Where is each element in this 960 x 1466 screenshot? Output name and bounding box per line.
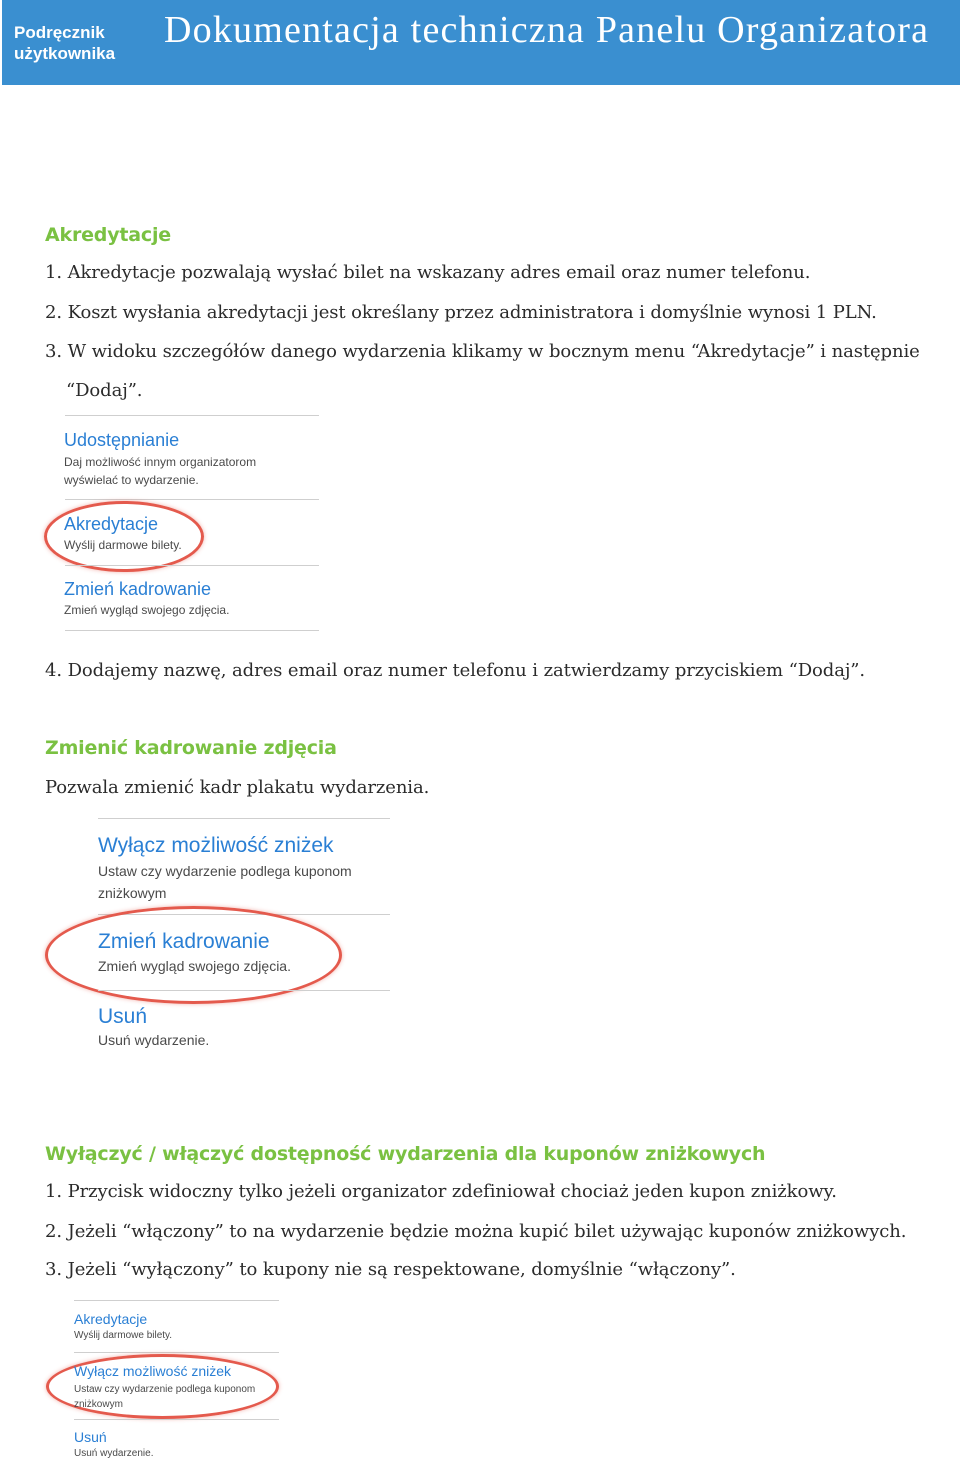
menu-item-desc: Wyślij darmowe bilety. xyxy=(74,1330,173,1341)
akredytacje-line-2: 2. Koszt wysłania akredytacji jest określany przez administratora i domyślnie wynosi 1 PLN. xyxy=(45,302,877,323)
menu-divider xyxy=(65,415,319,416)
kupony-line-2: 2. Jeżeli “włączony” to na wydarzenie będzie można kupić bilet używając kuponów zniżkowych. xyxy=(45,1221,907,1242)
menu-item-desc: Ustaw czy wydarzenie podlega kuponom zniżkowym xyxy=(74,1384,256,1410)
section-title-kupony: Wyłączyć / włączyć dostępność wydarzenia dla kuponów zniżkowych xyxy=(45,1143,766,1165)
highlight-oval xyxy=(44,501,204,572)
menu-divider xyxy=(74,1419,279,1420)
akredytacje-step-4: 4. Dodajemy nazwę, adres email oraz numer telefonu i zatwierdzamy przyciskiem “Dodaj”. xyxy=(45,660,866,681)
menu-item-title: Akredytacje xyxy=(64,514,159,534)
menu-divider xyxy=(98,990,390,991)
menu-item-title: Zmień kadrowanie xyxy=(64,579,212,599)
screenshot-akredytacje-menu xyxy=(40,410,330,635)
menu-item-desc: Ustaw czy wydarzenie podlega kuponom zniżkowym xyxy=(98,863,352,901)
menu-item-desc: Daj możliwość innym organizatorom wyświelać to wydarzenie. xyxy=(64,455,257,487)
header-manual-line1: Podręcznik xyxy=(14,23,105,42)
menu-item-desc: Wyślij darmowe bilety. xyxy=(64,538,182,552)
menu-item-desc: Zmień wygląd swojego zdjęcia. xyxy=(64,603,230,617)
menu-item-desc: Zmień wygląd swojego zdjęcia. xyxy=(98,958,291,974)
menu-item-title: Akredytacje xyxy=(74,1311,148,1327)
menu-divider xyxy=(65,499,319,500)
menu-divider xyxy=(65,565,319,566)
menu-item-title: Wyłącz możliwość zniżek xyxy=(74,1363,232,1379)
akredytacje-line-1: 1. Akredytacje pozwalają wysłać bilet na wskazany adres email oraz numer telefonu. xyxy=(45,262,811,283)
header-title: Dokumentacja techniczna Panelu Organizatora xyxy=(164,9,930,51)
page-header xyxy=(2,0,960,85)
header-manual-label xyxy=(14,22,144,64)
akredytacje-line-3-cont: “Dodaj”. xyxy=(66,380,143,401)
menu-item-desc: Usuń wydarzenie. xyxy=(74,1448,154,1459)
section-title-kadrowanie: Zmienić kadrowanie zdjęcia xyxy=(45,737,337,759)
menu-divider xyxy=(74,1352,279,1353)
akredytacje-line-3: 3. W widoku szczegółów danego wydarzenia klikamy w bocznym menu “Akredytacje” i następnie xyxy=(45,341,920,362)
menu-divider xyxy=(98,818,390,819)
menu-divider xyxy=(74,1300,279,1301)
menu-item-title: Zmień kadrowanie xyxy=(98,930,270,953)
menu-item-title: Udostępnianie xyxy=(64,430,180,450)
kadrowanie-text: Pozwala zmienić kadr plakatu wydarzenia. xyxy=(45,777,430,798)
section-title-akredytacje: Akredytacje xyxy=(45,224,171,246)
menu-item-title: Wyłącz możliwość zniżek xyxy=(98,834,334,857)
kupony-line-3: 3. Jeżeli “wyłączony” to kupony nie są respektowane, domyślnie “włączony”. xyxy=(45,1259,736,1280)
menu-divider xyxy=(65,630,319,631)
menu-item-desc: Usuń wydarzenie. xyxy=(98,1032,210,1048)
menu-item-title: Usuń xyxy=(74,1429,107,1445)
kupony-line-1: 1. Przycisk widoczny tylko jeżeli organizator zdefiniował chociaż jeden kupon zniżkowy. xyxy=(45,1181,837,1202)
menu-item-title: Usuń xyxy=(98,1005,148,1028)
header-manual-line2: użytkownika xyxy=(14,44,116,63)
screenshot-kadrowanie-menu xyxy=(40,812,400,1057)
screenshot-kupony-menu xyxy=(40,1295,290,1465)
